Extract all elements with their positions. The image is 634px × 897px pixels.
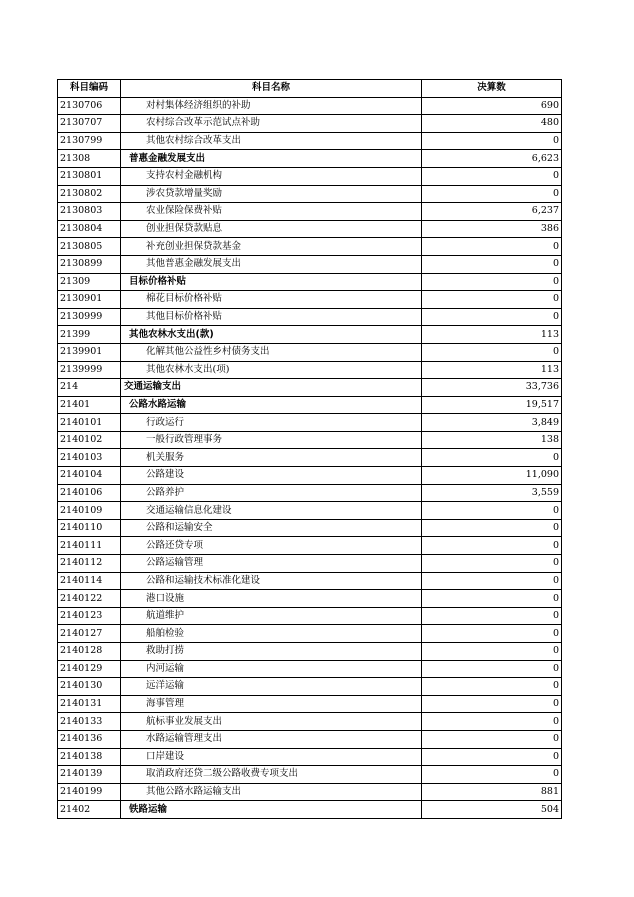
row-code: 2130801 [58,167,121,185]
header-name: 科目名称 [121,80,422,98]
row-name: 机关服务 [121,449,422,467]
row-code: 214 [58,379,121,397]
row-name: 农业保险保费补贴 [121,203,422,221]
row-code: 21308 [58,150,121,168]
row-code: 2130803 [58,203,121,221]
table-row [58,291,562,309]
row-code: 2140104 [58,467,121,485]
table-row [58,643,562,661]
row-amount: 0 [422,678,562,696]
row-amount: 3,849 [422,414,562,432]
row-amount: 0 [422,730,562,748]
table-row [58,748,562,766]
row-amount: 504 [422,801,562,819]
row-name: 交通运输信息化建设 [121,502,422,520]
table-row [58,326,562,344]
table-row [58,783,562,801]
row-code: 2140122 [58,590,121,608]
table-row [58,150,562,168]
row-name: 其他农林水支出(款) [121,326,422,344]
row-code: 2130707 [58,115,121,133]
row-name: 棉花目标价格补贴 [121,291,422,309]
row-name: 取消政府还贷二级公路收费专项支出 [121,766,422,784]
row-amount: 0 [422,519,562,537]
row-amount: 11,090 [422,467,562,485]
row-code: 2130999 [58,308,121,326]
row-name: 公路和运输技术标准化建设 [121,572,422,590]
row-code: 21401 [58,396,121,414]
table-row [58,238,562,256]
row-amount: 0 [422,572,562,590]
row-code: 2140133 [58,713,121,731]
table-row [58,678,562,696]
row-amount: 3,559 [422,484,562,502]
row-code: 2130799 [58,132,121,150]
row-code: 21402 [58,801,121,819]
row-name: 涉农贷款增量奖励 [121,185,422,203]
table-row [58,519,562,537]
row-name: 内河运输 [121,660,422,678]
row-code: 2140102 [58,431,121,449]
row-code: 2140129 [58,660,121,678]
row-amount: 881 [422,783,562,801]
row-code: 2140123 [58,607,121,625]
row-code: 2140110 [58,519,121,537]
row-amount: 0 [422,748,562,766]
row-amount: 6,237 [422,203,562,221]
row-amount: 0 [422,643,562,661]
row-name: 其他公路水路运输支出 [121,783,422,801]
row-name: 其他目标价格补贴 [121,308,422,326]
row-name: 水路运输管理支出 [121,730,422,748]
row-amount: 0 [422,343,562,361]
row-amount: 6,623 [422,150,562,168]
row-amount: 0 [422,590,562,608]
table-row [58,379,562,397]
row-amount: 0 [422,766,562,784]
row-amount: 19,517 [422,396,562,414]
table-row [58,414,562,432]
row-name: 公路还贷专项 [121,537,422,555]
row-amount: 0 [422,308,562,326]
row-amount: 33,736 [422,379,562,397]
row-amount: 0 [422,167,562,185]
table-row [58,607,562,625]
row-amount: 0 [422,132,562,150]
table-row [58,220,562,238]
row-name: 公路和运输安全 [121,519,422,537]
row-amount: 0 [422,555,562,573]
row-name: 公路养护 [121,484,422,502]
row-code: 2140106 [58,484,121,502]
table-row [58,167,562,185]
row-name: 交通运输支出 [121,379,422,397]
table-row [58,343,562,361]
table-row [58,801,562,819]
row-amount: 0 [422,695,562,713]
table-row [58,308,562,326]
row-name: 公路建设 [121,467,422,485]
row-name: 其他农林水支出(项) [121,361,422,379]
table-row [58,572,562,590]
table-row [58,590,562,608]
row-name: 海事管理 [121,695,422,713]
row-name: 公路水路运输 [121,396,422,414]
row-amount: 0 [422,449,562,467]
row-name: 普惠金融发展支出 [121,150,422,168]
row-name: 铁路运输 [121,801,422,819]
row-code: 2130901 [58,291,121,309]
table-row [58,555,562,573]
table-row [58,502,562,520]
table-row [58,766,562,784]
row-code: 2139999 [58,361,121,379]
row-code: 2140112 [58,555,121,573]
row-amount: 386 [422,220,562,238]
row-amount: 138 [422,431,562,449]
row-amount: 0 [422,537,562,555]
table-body [58,97,562,818]
table-row [58,203,562,221]
row-code: 2140199 [58,783,121,801]
table-header-row [58,80,562,98]
table-row [58,695,562,713]
row-code: 2130804 [58,220,121,238]
budget-table-container [57,79,561,819]
table-row [58,97,562,115]
row-name: 公路运输管理 [121,555,422,573]
row-amount: 0 [422,291,562,309]
row-name: 化解其他公益性乡村债务支出 [121,343,422,361]
table-row [58,255,562,273]
row-name: 船舶检验 [121,625,422,643]
row-name: 远洋运输 [121,678,422,696]
row-code: 2140131 [58,695,121,713]
row-amount: 0 [422,273,562,291]
table-row [58,132,562,150]
table-row [58,660,562,678]
table-row [58,396,562,414]
row-name: 目标价格补贴 [121,273,422,291]
table-row [58,537,562,555]
table-row [58,115,562,133]
row-code: 2140136 [58,730,121,748]
row-code: 2130805 [58,238,121,256]
row-code: 2140128 [58,643,121,661]
row-amount: 690 [422,97,562,115]
row-name: 创业担保贷款贴息 [121,220,422,238]
row-code: 2140111 [58,537,121,555]
row-code: 2140130 [58,678,121,696]
row-amount: 0 [422,255,562,273]
row-amount: 113 [422,326,562,344]
table-row [58,713,562,731]
row-name: 对村集体经济组织的补助 [121,97,422,115]
budget-table [57,79,562,819]
row-name: 航道维护 [121,607,422,625]
row-amount: 0 [422,625,562,643]
row-amount: 113 [422,361,562,379]
row-code: 2139901 [58,343,121,361]
row-name: 农村综合改革示范试点补助 [121,115,422,133]
row-code: 21399 [58,326,121,344]
row-amount: 0 [422,502,562,520]
table-row [58,625,562,643]
table-row [58,484,562,502]
row-code: 21309 [58,273,121,291]
row-code: 2140138 [58,748,121,766]
row-name: 救助打捞 [121,643,422,661]
row-name: 其他农村综合改革支出 [121,132,422,150]
row-amount: 0 [422,713,562,731]
row-amount: 0 [422,238,562,256]
table-row [58,185,562,203]
row-name: 行政运行 [121,414,422,432]
row-code: 2140101 [58,414,121,432]
table-row [58,449,562,467]
row-code: 2140109 [58,502,121,520]
table-row [58,467,562,485]
row-code: 2140114 [58,572,121,590]
row-code: 2140127 [58,625,121,643]
row-code: 2140139 [58,766,121,784]
row-name: 航标事业发展支出 [121,713,422,731]
header-code: 科目编码 [58,80,121,98]
row-name: 支持农村金融机构 [121,167,422,185]
row-name: 港口设施 [121,590,422,608]
row-amount: 0 [422,185,562,203]
row-amount: 0 [422,660,562,678]
table-row [58,273,562,291]
row-name: 补充创业担保贷款基金 [121,238,422,256]
table-row [58,431,562,449]
row-code: 2130802 [58,185,121,203]
row-amount: 0 [422,607,562,625]
row-code: 2130706 [58,97,121,115]
header-amount: 决算数 [422,80,562,98]
row-name: 口岸建设 [121,748,422,766]
row-code: 2140103 [58,449,121,467]
row-name: 其他普惠金融发展支出 [121,255,422,273]
row-amount: 480 [422,115,562,133]
table-row [58,361,562,379]
row-name: 一般行政管理事务 [121,431,422,449]
table-row [58,730,562,748]
row-code: 2130899 [58,255,121,273]
